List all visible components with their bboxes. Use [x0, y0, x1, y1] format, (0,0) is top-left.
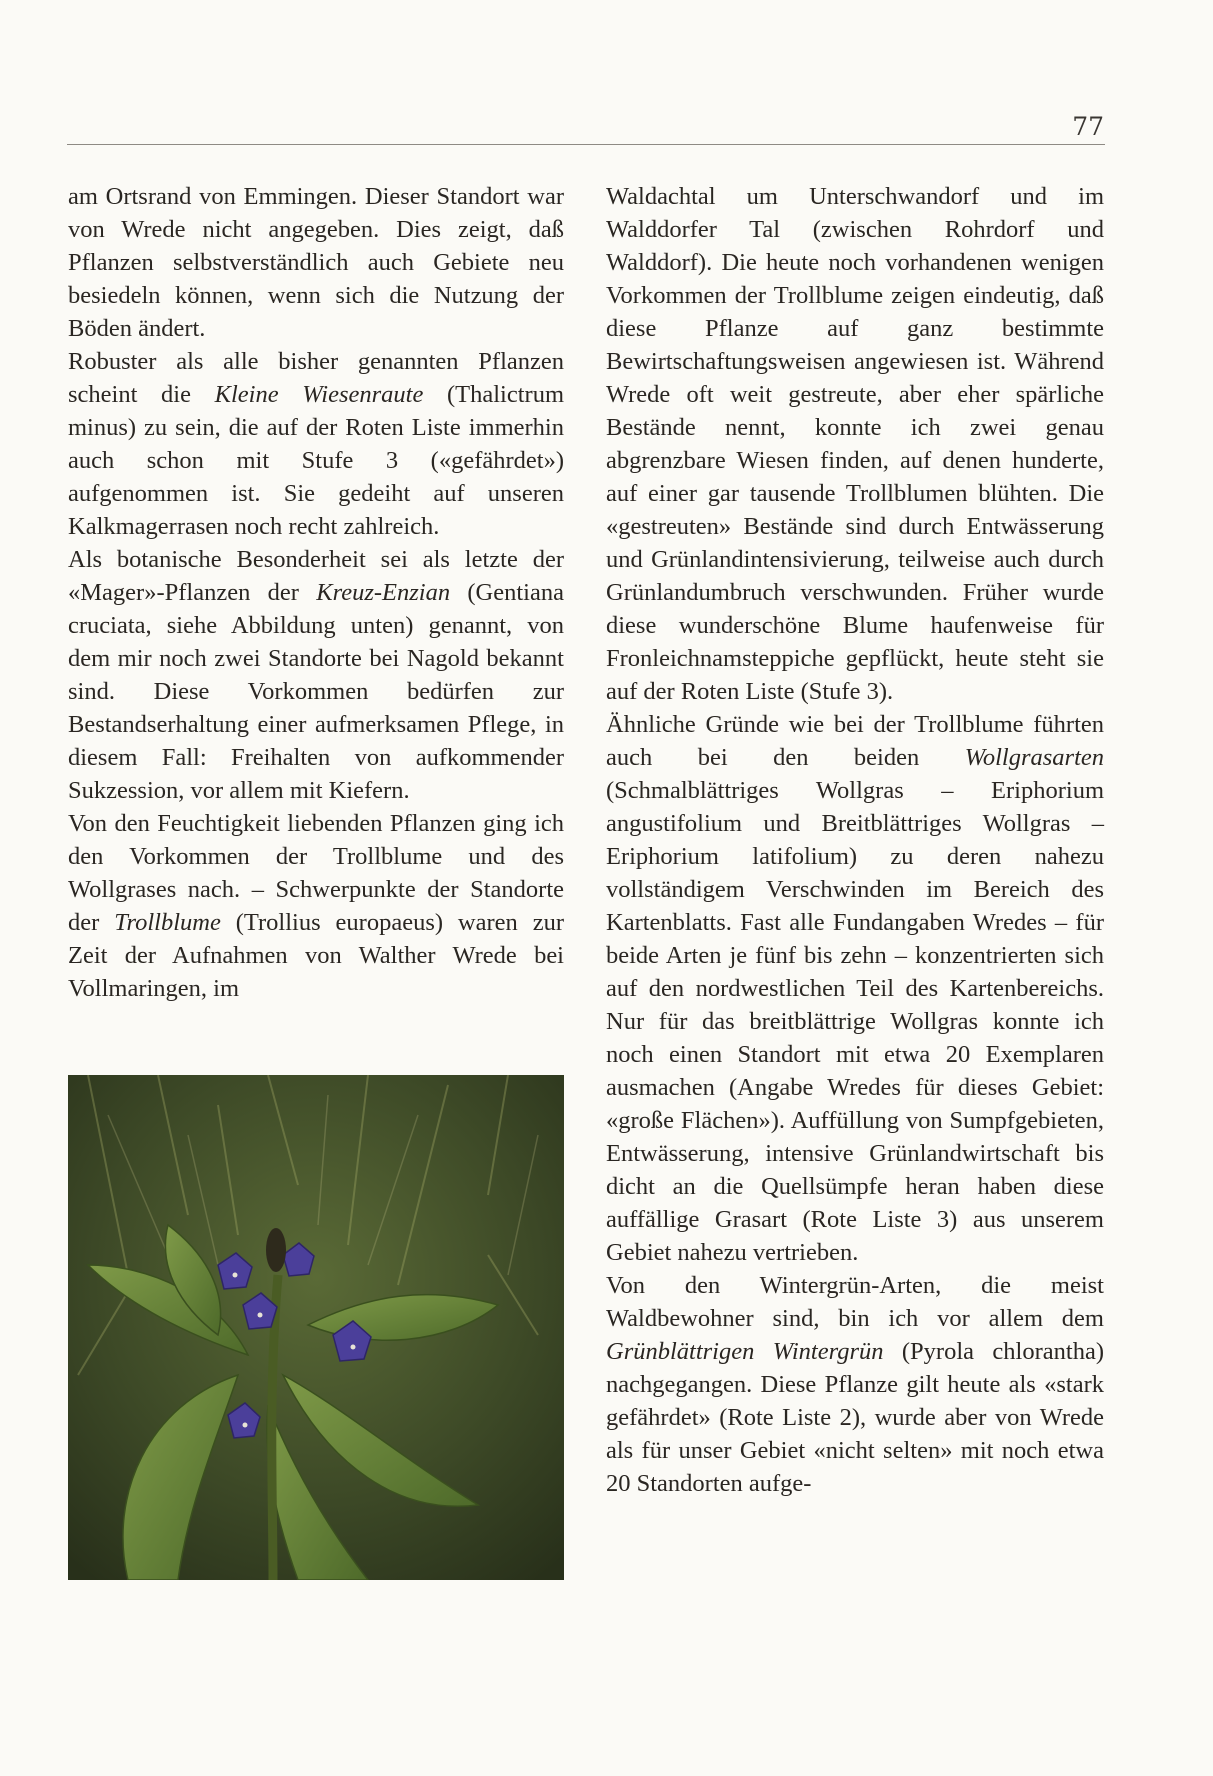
- plant-name: Wollgrasarten: [964, 744, 1104, 771]
- paragraph: [68, 345, 564, 543]
- paragraph-text: Robuster als alle bisher genannten Pflanzen scheint die: [68, 348, 564, 408]
- paragraph-text: Von den Feuchtigkeit liebenden Pflanzen ging ich den Vorkommen der Trollblume und des Wollgrases nach. – Schwerpunkte der Standorte der: [68, 810, 564, 936]
- plant-name: Kreuz-Enzian: [316, 579, 451, 606]
- paragraph: [606, 708, 1104, 1269]
- gentian-illustration: [68, 1075, 564, 1580]
- paragraph: [68, 180, 564, 345]
- paragraph-text: (Gentiana cruciata, siehe Abbildung unten) genannt, von dem mir noch zwei Standorte bei Nagold bekannt sind. Diese Vorkommen bedürfen zur Bestandserhaltung einer aufmerksamen Pflege, in diesem Fall: Freihalten von aufkommender Sukzession, vor allem mit Kiefern.: [68, 579, 564, 804]
- plant-name: Kleine Wiesenraute: [214, 381, 424, 408]
- gentian-photo: [68, 1075, 564, 1580]
- paragraph-text: (Pyrola chlorantha) nachgegangen. Diese Pflanze gilt heute als «stark gefährdet» (Rote Liste 2), wurde aber von Wrede als für unser Gebiet «nicht selten» mit noch etwa 20 Standorten aufge-: [606, 1338, 1104, 1497]
- paragraph-text: (Trollius europaeus) waren zur Zeit der Aufnahmen von Walther Wrede bei Vollmaringen, im: [68, 909, 564, 1002]
- paragraph-text: Waldachtal um Unterschwandorf und im Walddorfer Tal (zwischen Rohrdorf und Walddorf). Die heute noch vorhandenen wenigen Vorkommen der Trollblume zeigen eindeutig, daß diese Pflanze auf ganz bestimmte Bewirtschaftungsweisen angewiesen ist. Während Wrede oft weit gestreute, aber eher spärliche Bestände nennt, konnte ich zwei genau abgrenzbare Wiesen finden, auf denen hunderte, auf einer gar tausende Trollblumen blühten. Die «gestreuten» Bestände sind durch Entwässerung und Grünlandintensivierung, teilweise auch durch Grünlandumbruch verschwunden. Früher wurde diese wunderschöne Blume haufenweise für Fronleichnamsteppiche gepflückt, heute steht sie auf der Roten Liste (Stufe 3).: [606, 183, 1104, 705]
- paragraph: [606, 1269, 1104, 1500]
- plant-name: Trollblume: [114, 909, 221, 936]
- paragraph-text: (Schmalblättriges Wollgras – Eriphorium angustifolium und Breitblättriges Wollgras – Eriphorium latifolium) zu deren nahezu vollständigem Verschwinden im Bereich des Kartenblatts. Fast alle Fundangaben Wredes – für beide Arten je fünf bis zehn – konzentrierten sich auf den nordwestlichen Teil des Kartenbereichs. Nur für das breitblättrige Wollgras konnte ich noch einen Standort mit etwa 20 Exemplaren ausmachen (Angabe Wredes für dieses Gebiet: «große Flächen»). Auffüllung von Sumpfgebieten, Entwässerung, intensive Grünlandwirtschaft bis dicht an die Quellsümpfe heran haben diese auffällige Grasart (Rote Liste 3) aus unserem Gebiet nahezu vertrieben.: [606, 777, 1104, 1266]
- header-rule: [67, 144, 1105, 145]
- paragraph-text: Von den Wintergrün-Arten, die meist Waldbewohner sind, bin ich vor allem dem: [606, 1272, 1104, 1332]
- paragraph-text: am Ortsrand von Emmingen. Dieser Standort war von Wrede nicht angegeben. Dies zeigt, daß Pflanzen selbstverständlich auch Gebiete neu besiedeln können, wenn sich die Nutzung der Böden ändert.: [68, 183, 564, 342]
- paragraph-text: (Thalictrum minus) zu sein, die auf der Roten Liste immerhin auch schon mit Stufe 3 («gefährdet») aufgenommen ist. Sie gedeiht auf unseren Kalkmagerrasen noch recht zahlreich.: [68, 381, 564, 540]
- plant-name: Grünblättrigen Wintergrün: [606, 1338, 884, 1365]
- paragraph: [68, 543, 564, 807]
- page-number: 77: [1072, 112, 1104, 141]
- paragraph-text: Als botanische Besonderheit sei als letzte der «Mager»-Pflanzen der: [68, 546, 564, 606]
- paragraph-text: Ähnliche Gründe wie bei der Trollblume führten auch bei den beiden: [606, 711, 1104, 771]
- paragraph: [606, 180, 1104, 708]
- paragraph: [68, 807, 564, 1005]
- right-column: [606, 180, 1104, 1500]
- left-column: [68, 180, 564, 1005]
